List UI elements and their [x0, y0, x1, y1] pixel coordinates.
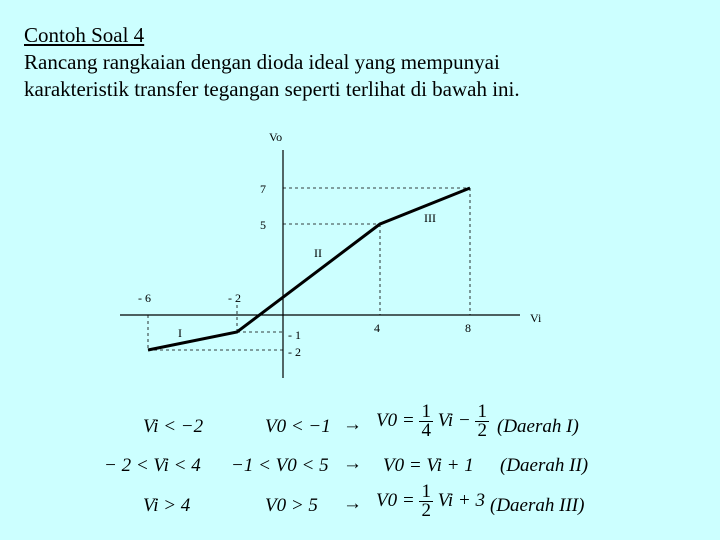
equation-row-2: V0 = Vi + 1	[383, 455, 474, 476]
cond-vi-row-1: Vi < −2	[143, 416, 204, 437]
tick-x-neg1: - 1	[288, 328, 301, 342]
eq3-lhs: V0 =	[376, 489, 415, 511]
dashed-guides	[148, 188, 470, 350]
tick-x-neg2: - 2	[228, 291, 241, 305]
cond-vo-row-2: −1 < V0 < 5	[231, 455, 329, 476]
arrow-row-3: →	[343, 493, 362, 514]
x-axis-label: Vi	[530, 311, 542, 325]
tick-y-neg2: - 2	[288, 345, 301, 359]
eq1-fraction-1: $\frac{1}{4}$	[421, 401, 431, 441]
tick-x8: 8	[465, 321, 471, 335]
tick-x-neg6: - 6	[138, 291, 151, 305]
region-label-2: II	[314, 246, 322, 260]
cond-vi-row-3: Vi > 4	[143, 495, 191, 516]
arrow-row-2: →	[343, 453, 362, 474]
transfer-curve	[148, 188, 470, 350]
tick-x4: 4	[374, 321, 380, 335]
region-row-3: (Daerah III)	[490, 495, 585, 516]
cond-vo-row-1: V0 < −1	[265, 416, 331, 437]
y-axis-label: Vo	[269, 130, 283, 144]
arrow-row-1: →	[343, 414, 362, 435]
eq1-fraction-2: $\frac{1}{2}$	[477, 401, 487, 441]
cond-vi-row-2: − 2 < Vi < 4	[104, 455, 201, 476]
eq3-mid: Vi + 3	[437, 489, 485, 511]
eq3-fraction: $\frac{1}{2}$	[421, 481, 431, 521]
tick-y5: 5	[260, 218, 266, 232]
eq1-lhs: V0 =	[376, 409, 415, 431]
region-label-3: III	[424, 211, 436, 225]
slide-title: Contoh Soal 4	[24, 23, 145, 47]
equation-row-3	[376, 483, 485, 520]
region-row-2: (Daerah II)	[500, 455, 589, 476]
region-label-1: I	[178, 326, 182, 340]
problem-text-line-2: karakteristik transfer tegangan seperti terlihat di bawah ini.	[24, 77, 520, 101]
tick-y7: 7	[260, 182, 266, 196]
region-row-1: (Daerah I)	[497, 416, 579, 437]
eq1-mid: Vi −	[437, 409, 471, 431]
equation-row-1	[376, 403, 489, 440]
cond-vo-row-3: V0 > 5	[265, 495, 318, 516]
problem-text-line-1: Rancang rangkaian dengan dioda ideal yang mempunyai	[24, 50, 500, 74]
